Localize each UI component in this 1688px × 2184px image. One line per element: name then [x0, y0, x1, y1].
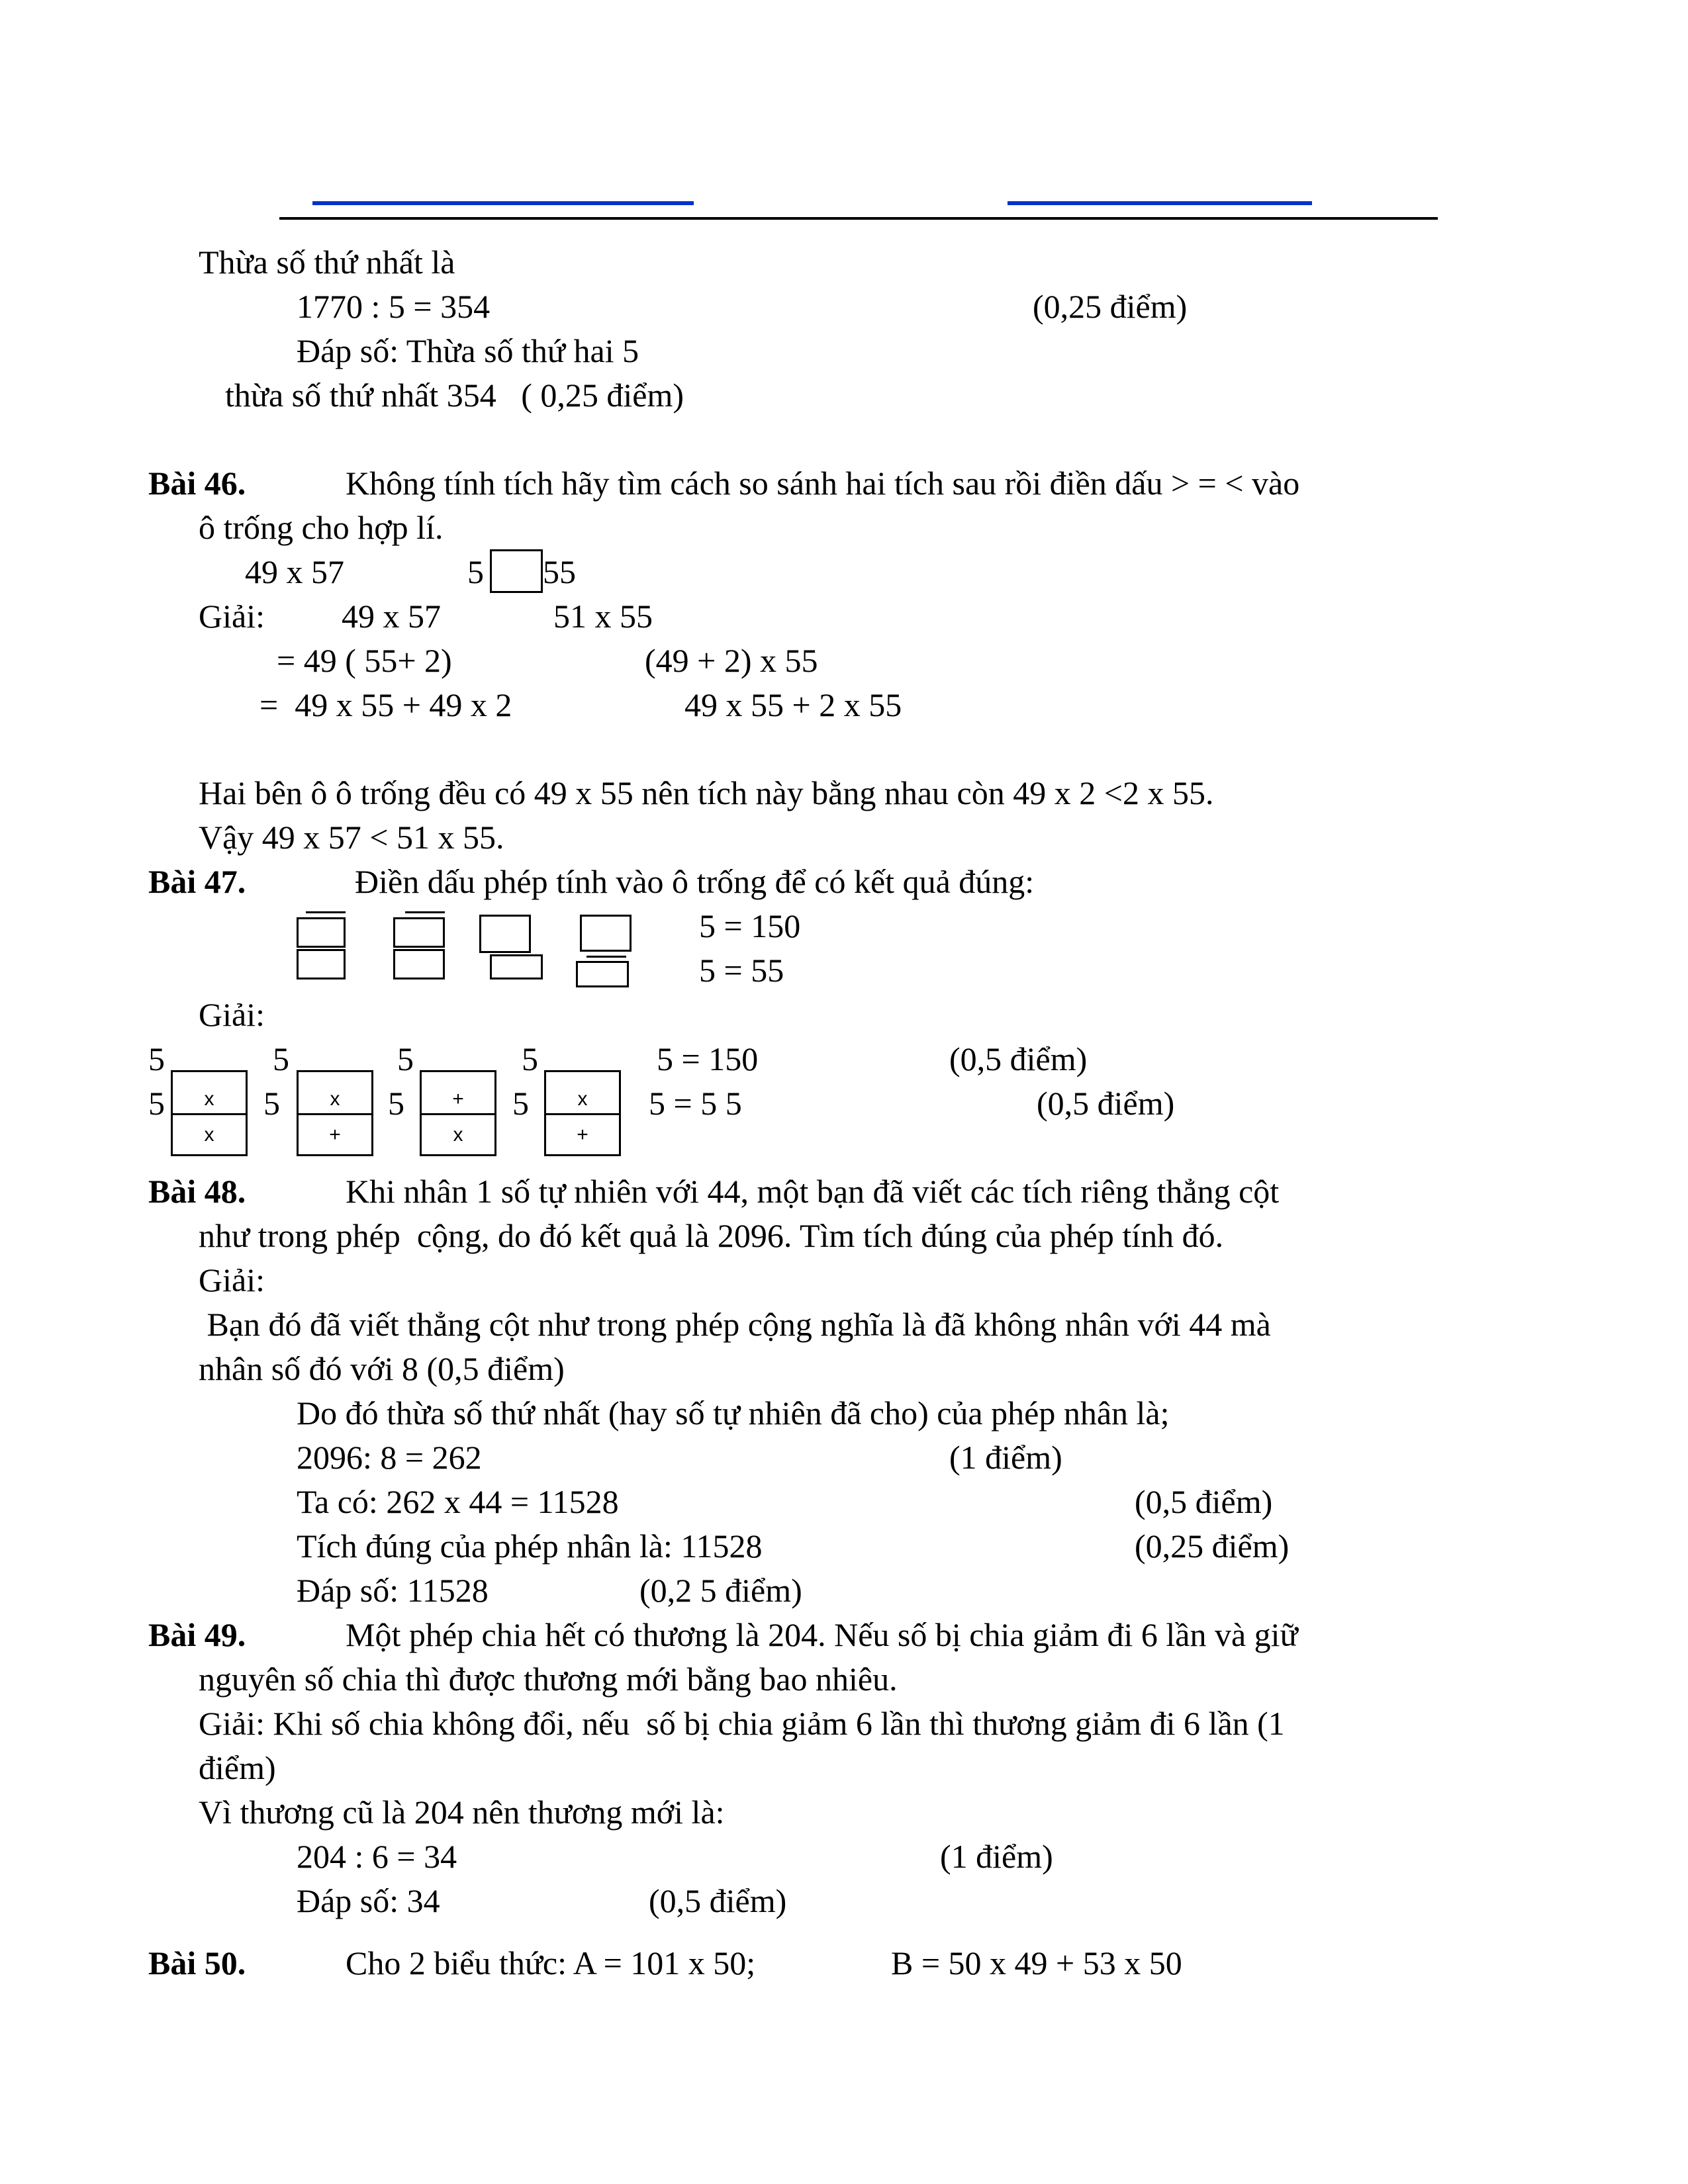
blank-box-bottom[interactable] [297, 949, 346, 979]
points: (0,5 điểm) [1037, 1085, 1175, 1122]
box-divider [171, 1113, 248, 1115]
points: (0,5 điểm) [1135, 1483, 1273, 1520]
equation: 5 = 150 [657, 1040, 759, 1077]
solution-label: Giải: [199, 1261, 265, 1298]
operand: 5 [512, 1085, 529, 1122]
solution-line: 49 x 57 [342, 598, 441, 635]
operand: 5 [273, 1040, 289, 1077]
answer-box[interactable] [490, 549, 543, 593]
exercise-label: Bài 47. [148, 863, 246, 900]
points: (0,5 điểm) [949, 1040, 1088, 1077]
question-text: Điền dấu phép tính vào ô trống để có kết quả đúng: [355, 863, 1035, 900]
question-text: Khi nhân 1 số tự nhiên với 44, một bạn đã viết các tích riêng thẳng cột [346, 1173, 1280, 1210]
text-line: thừa số thứ nhất 354 ( 0,25 điểm) [225, 377, 684, 414]
blank-box-bottom[interactable] [393, 949, 445, 979]
exercise-label: Bài 46. [148, 465, 246, 502]
question-text: Một phép chia hết có thương là 204. Nếu số bị chia giảm đi 6 lần và giữ [346, 1616, 1298, 1653]
points: (1 điểm) [949, 1439, 1062, 1476]
solution-label: Giải: [199, 598, 265, 635]
operand: 5 [388, 1085, 404, 1122]
operator-sign[interactable]: x [453, 1124, 463, 1146]
equation: 5 = 150 [699, 907, 801, 944]
equation: 5 = 55 [699, 952, 784, 989]
solution-line: Vì thương cũ là 204 nên thương mới là: [199, 1794, 725, 1831]
solution-line: Tích đúng của phép nhân là: 11528 [297, 1527, 763, 1565]
points: (0,25 điểm) [1135, 1527, 1289, 1565]
equation: 5 = 5 5 [649, 1085, 742, 1122]
operand: 5 [522, 1040, 538, 1077]
solution-line: Đáp số: 34 [297, 1882, 440, 1919]
operator-sign[interactable]: + [577, 1124, 588, 1146]
operand: 5 [263, 1085, 280, 1122]
operator-sign[interactable]: + [452, 1088, 464, 1110]
box-divider [420, 1113, 496, 1115]
box-mark [306, 911, 346, 913]
operand: 5 [148, 1085, 165, 1122]
box-divider [297, 1113, 373, 1115]
exercise-label: Bài 50. [148, 1944, 246, 1981]
blank-box-top[interactable] [393, 917, 445, 948]
header-link-left[interactable] [312, 201, 694, 205]
points: (1 điểm) [940, 1838, 1053, 1875]
operator-sign[interactable]: x [330, 1088, 340, 1110]
solution-line: Do đó thừa số thứ nhất (hay số tự nhiên đã cho) của phép nhân là; [297, 1394, 1170, 1432]
exercise-label: Bài 48. [148, 1173, 246, 1210]
solution-line: điểm) [199, 1749, 276, 1786]
points: (0,5 điểm) [649, 1882, 787, 1919]
blank-box-bottom[interactable] [490, 954, 543, 979]
header-rule [279, 217, 1438, 220]
text-line: 1770 : 5 = 354 [297, 288, 491, 325]
solution-label: Giải: [199, 996, 265, 1033]
operand: 5 [148, 1040, 165, 1077]
solution-line: Giải: Khi số chia không đổi, nếu số bị chia giảm 6 lần thì thương giảm đi 6 lần (1 [199, 1705, 1285, 1742]
question-text: như trong phép cộng, do đó kết quả là 2096. Tìm tích đúng của phép tính đó. [199, 1217, 1224, 1254]
conclusion-text: Hai bên ô ô trống đều có 49 x 55 nên tích này bằng nhau còn 49 x 2 <2 x 55. [199, 774, 1214, 811]
exercise-label: Bài 49. [148, 1616, 246, 1653]
solution-line: 2096: 8 = 262 [297, 1439, 482, 1476]
text-line: Thừa số thứ nhất là [199, 244, 455, 281]
blank-box-top[interactable] [580, 915, 632, 952]
text-line: Đáp số: Thừa số thứ hai 5 [297, 332, 639, 369]
question-text: B = 50 x 49 + 53 x 50 [891, 1944, 1182, 1981]
solution-line: nhân số đó với 8 (0,5 điểm) [199, 1350, 565, 1387]
solution-line: = 49 x 55 + 49 x 2 [259, 686, 512, 723]
operator-sign[interactable]: x [577, 1088, 588, 1110]
points: (0,2 5 điểm) [639, 1572, 802, 1609]
box-mark [586, 956, 626, 958]
header-link-right[interactable] [1008, 201, 1312, 205]
box-divider [544, 1113, 621, 1115]
solution-line: (49 + 2) x 55 [645, 642, 818, 679]
operand: 5 [397, 1040, 414, 1077]
solution-line: 204 : 6 = 34 [297, 1838, 457, 1875]
box-mark [405, 911, 445, 913]
expression: 49 x 57 [245, 553, 344, 590]
question-text: ô trống cho hợp lí. [199, 509, 444, 546]
solution-line: Bạn đó đã viết thẳng cột như trong phép cộng nghĩa là đã không nhân với 44 mà [199, 1306, 1271, 1343]
solution-line: = 49 ( 55+ 2) [277, 642, 452, 679]
solution-line: Ta có: 262 x 44 = 11528 [297, 1483, 619, 1520]
blank-box-bottom[interactable] [576, 961, 629, 987]
expression: 5 [467, 553, 484, 590]
solution-line: 51 x 55 [553, 598, 653, 635]
blank-box-top[interactable] [479, 915, 531, 953]
operator-sign[interactable]: x [204, 1088, 214, 1110]
question-text: Không tính tích hãy tìm cách so sánh hai tích sau rồi điền dấu > = < vào [346, 465, 1300, 502]
conclusion-text: Vậy 49 x 57 < 51 x 55. [199, 819, 504, 856]
operator-sign[interactable]: + [329, 1124, 341, 1146]
expression: 55 [543, 553, 576, 590]
points: (0,25 điểm) [1033, 288, 1188, 325]
blank-box-top[interactable] [297, 917, 346, 948]
operator-sign[interactable]: x [204, 1124, 214, 1146]
solution-line: 49 x 55 + 2 x 55 [684, 686, 902, 723]
solution-line: Đáp số: 11528 [297, 1572, 489, 1609]
question-text: Cho 2 biểu thức: A = 101 x 50; [346, 1944, 756, 1981]
question-text: nguyên số chia thì được thương mới bằng bao nhiêu. [199, 1661, 898, 1698]
